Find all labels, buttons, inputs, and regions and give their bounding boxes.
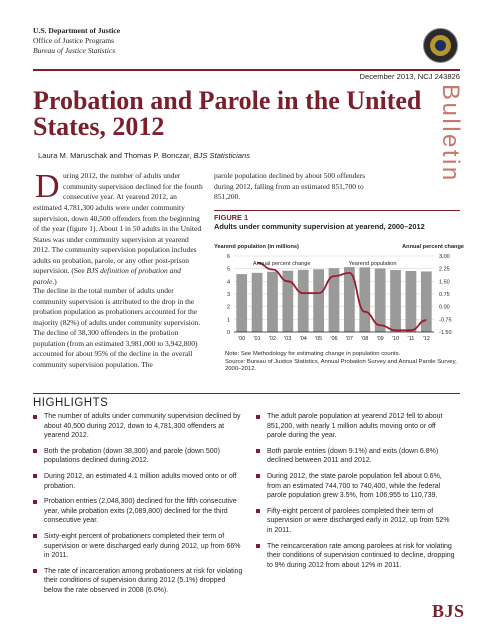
- x-tick-label: '03: [284, 336, 292, 342]
- bullet-square-icon: [256, 544, 260, 548]
- y-tick-left: 0: [226, 330, 230, 336]
- bullet-square-icon: [256, 449, 260, 453]
- y-axis-left-label: Yearend population (in millions): [214, 244, 299, 250]
- highlight-item: [33, 472, 243, 491]
- y-tick-right: 0.75: [439, 292, 450, 298]
- parole-paragraph: parole population declined by about 500 offenders during 2012, falling from an estimated 851,700 to 851,200.: [214, 171, 366, 201]
- x-tick-label: '06: [330, 336, 338, 342]
- bar: [298, 270, 309, 332]
- highlight-item: [33, 567, 243, 596]
- bullet-square-icon: [33, 500, 37, 504]
- bullet-square-icon: [256, 509, 260, 513]
- bar: [267, 272, 278, 332]
- office-name: Office of Justice Programs: [33, 36, 115, 46]
- drop-cap: D: [35, 168, 60, 205]
- highlight-text: The rate of incarceration among probationers at risk for violating their conditions of supervision during 2012 (5.1%) dropped below the rate observed in 2008 (6.0%).: [44, 567, 243, 594]
- x-tick-label: '02: [268, 336, 277, 342]
- bullet-square-icon: [33, 474, 37, 478]
- y-tick-left: 5: [226, 266, 230, 273]
- figure-rule: [214, 210, 460, 211]
- highlight-text: Both parole entries (down 9.1%) and exits (down 6.8%) declined between 2011 and 2012.: [267, 447, 439, 465]
- bureau-name: Bureau of Justice Statistics: [33, 46, 116, 56]
- y-tick-right: -1.50: [439, 330, 452, 336]
- highlight-item: [33, 532, 243, 561]
- bullet-square-icon: [33, 534, 37, 538]
- highlight-text: During 2012, an estimated 4.1 million adults moved onto or off probation.: [44, 472, 237, 490]
- agency-header: [33, 26, 120, 57]
- doj-seal-icon: [423, 28, 458, 63]
- bar: [236, 274, 247, 332]
- figure-note: Note: See Methodology for estimating change in population counts.: [225, 351, 401, 357]
- highlight-text: The number of adults under community supervision declined by about 40,500 during 2012, down to 4,781,300 offenders at yearend 2012.: [44, 413, 241, 440]
- intro-paragraph: [33, 203, 205, 287]
- series-label-percent-change: Annual percent change: [252, 260, 311, 267]
- y-tick-left: 2: [226, 304, 230, 311]
- y-tick-left: 1: [226, 317, 230, 324]
- y-axis-right-label: Annual percent change: [402, 244, 464, 250]
- y-tick-right: 2.25: [439, 266, 450, 273]
- bullet-square-icon: [33, 449, 37, 453]
- highlights-right-column: [256, 412, 456, 576]
- figure-label: FIGURE 1: [214, 213, 249, 222]
- y-tick-right: -0.75: [439, 317, 452, 324]
- x-tick-label: '10: [391, 336, 400, 342]
- y-tick-right: 0.00: [439, 304, 450, 311]
- bar: [313, 269, 324, 332]
- x-tick-label: '05: [315, 336, 323, 342]
- bullet-square-icon: [256, 474, 260, 478]
- bulletin-label-text: Bulletin: [437, 84, 464, 183]
- y-tick-left: 3: [226, 292, 230, 298]
- highlights-title: HIGHLIGHTS: [33, 397, 109, 409]
- highlight-item: [33, 447, 243, 466]
- figure-notes: [225, 351, 459, 374]
- highlights-rule: [33, 393, 460, 394]
- highlight-item: [33, 497, 243, 526]
- header-rule: [33, 69, 460, 71]
- bjs-logo: BJS: [432, 601, 465, 621]
- highlight-text: Fifty-eight percent of parolees completed their term of supervision or were discharged early in 2012, up from 52% in 2011.: [267, 507, 450, 534]
- bulletin-side-label: [428, 84, 464, 264]
- authors: [38, 151, 250, 160]
- intro-body: estimated 4,781,300 adults were under community supervision, down 40,500 offenders from the beginning of the year (figure 1). About 1 in 50 adults in the United States was under community supervision at yearend 2012. The community supervision population includes adults on probation, parole, or any other post-prison supervision. (See: [33, 203, 202, 275]
- x-tick-label: '04: [299, 336, 307, 342]
- x-tick-label: '12: [422, 336, 430, 342]
- y-tick-right: 3.00: [439, 254, 450, 260]
- highlight-text: Both the probation (down 38,300) and parole (down 500) populations declined during 2012.: [44, 447, 220, 465]
- intro-first-lines: uring 2012, the number of adults under community supervision declined for the fourth consecutive year. At yearend 2012, an: [63, 171, 203, 201]
- y-tick-left: 6: [226, 254, 230, 260]
- series-label-population: Yearend population: [348, 260, 397, 267]
- bar: [406, 271, 417, 332]
- y-tick-right: 1.50: [439, 279, 450, 286]
- decline-paragraph: The decline in the total number of adults under community supervision is attributed to the drop in the probation population as probationers accounted for the majority (82%) of adults under community supervision. The decline of 38,300 offenders in the probation population (from an estimated 3,981,000 to 3,942,800) accounted for about 95% of the decline in the overall community supervision population. The: [33, 286, 201, 369]
- bullet-square-icon: [33, 415, 37, 419]
- highlight-item: [256, 507, 456, 536]
- x-tick-label: '11: [407, 336, 415, 342]
- x-tick-label: '07: [345, 336, 353, 342]
- highlight-text: Probation entries (2,048,300) declined for the fifth consecutive year, while probation exits (2,089,800) declined for the third consecutive year.: [44, 498, 237, 525]
- highlight-item: [256, 472, 456, 501]
- highlight-text: The reincarceration rate among parolees at risk for violating their conditions of supervision continued to decline, dropping to 9% during 2012 from about 12% in 2011.: [267, 542, 455, 569]
- page-title: Probation and Parole in the United States, 2012: [33, 86, 422, 141]
- bar: [421, 271, 432, 332]
- highlights-left-column: [33, 412, 243, 602]
- figure-source: Source: Bureau of Justice Statistics, Annual Probation Survey and Annual Parole Survey, 2000–2012.: [225, 358, 457, 373]
- highlight-text: The adult parole population at yearend 2012 fell to about 851,200, with nearly 1 million adults moving onto or off parole during the year.: [267, 413, 443, 440]
- intro-end: .): [52, 276, 57, 286]
- agency-name: U.S. Department of Justice: [33, 26, 121, 35]
- author-names: Laura M. Maruschak and Thomas P. Bonczar,: [38, 151, 194, 160]
- x-tick-label: '08: [361, 336, 369, 342]
- bullet-square-icon: [256, 415, 260, 419]
- bullet-square-icon: [33, 569, 37, 573]
- highlight-text: Sixty-eight percent of probationers completed their term of supervision or were discharged early during 2012, up from 66% in 2011.: [44, 532, 241, 560]
- highlight-item: [256, 542, 456, 571]
- y-tick-left: 4: [226, 279, 230, 286]
- bar: [252, 273, 263, 332]
- highlight-item: [256, 412, 456, 441]
- bar: [390, 270, 401, 332]
- issue-date: December 2013, NCJ 243826: [359, 72, 460, 81]
- x-tick-label: '09: [376, 336, 384, 342]
- highlight-item: [256, 447, 456, 466]
- population-chart: [214, 242, 464, 352]
- highlight-item: [33, 412, 243, 441]
- bar: [359, 267, 370, 332]
- author-role: BJS Statisticians: [193, 151, 251, 160]
- figure-title: Adults under community supervision at yearend, 2000–2012: [214, 222, 425, 231]
- highlight-text: During 2012, the state parole population fell about 0.6%, from an estimated 744,700 to 740,400, while the federal parole population grew 3.5%, from 106,955 to 110,739.: [267, 472, 442, 500]
- x-tick-label: '01: [253, 336, 261, 342]
- definition-link[interactable]: BJS definition of probation and parole: [33, 266, 181, 286]
- x-tick-label: '00: [238, 336, 246, 342]
